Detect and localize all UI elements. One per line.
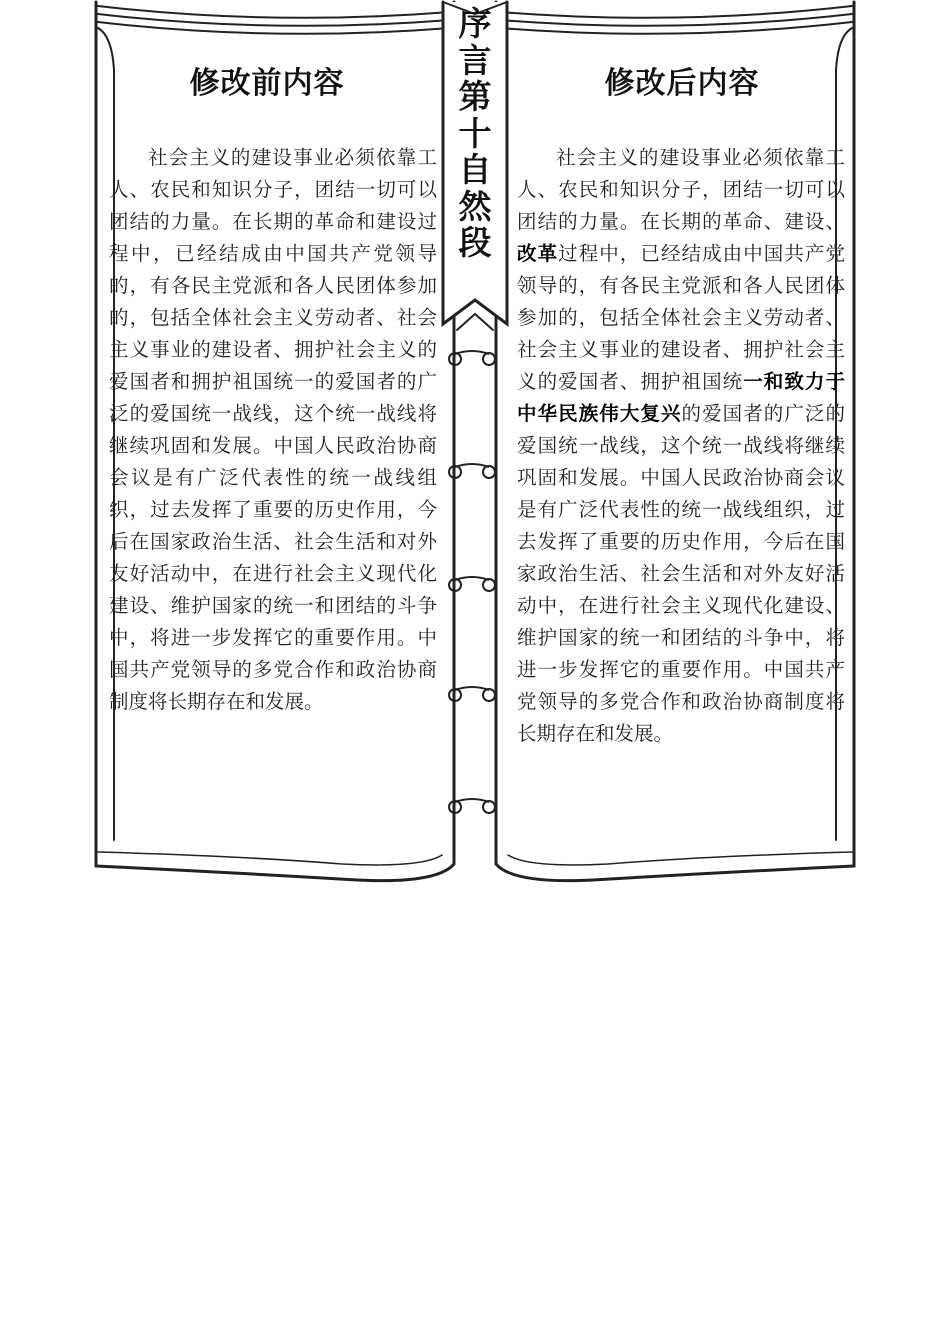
binder-ring-2 bbox=[449, 464, 495, 478]
center-ribbon-fold bbox=[457, 314, 493, 330]
right-panel-title: 修改后内容 bbox=[604, 66, 760, 101]
right-text-segment: 过程中，已经结成由中国共产党领导的，有各民主党派和各人民团体参加的，包括全体社会主义劳动者、社会主义事业的建设者、拥护社会主义的爱国者、拥护祖国统 bbox=[517, 242, 845, 393]
right-text-segment: 的爱国者的广泛的爱国统一战线，这个统一战线将继续巩固和发展。中国人民政治协商会议是有广泛代表性的统一战线组织，过去发挥了重要的历史作用，今后在国家政治生活、社会生活和对外友好活动中，在进行社会主义现代化建设、维护国家的统一和团结的斗争中，将进一步发挥它的重要作用。中国共产党领导的多党合作和政治协商制度将长期存在和发展。 bbox=[517, 402, 845, 745]
binder-rings bbox=[449, 351, 495, 813]
right-page-top-lines bbox=[500, 6, 852, 34]
left-page-bottom-curl bbox=[98, 852, 442, 865]
right-text-added-segment: 一和致力于中华民族伟大复兴 bbox=[517, 370, 845, 425]
right-text-added-segment: 改革 bbox=[517, 242, 559, 265]
binder-ring-1 bbox=[449, 351, 495, 365]
left-panel-title: 修改前内容 bbox=[189, 66, 345, 101]
right-panel-text bbox=[517, 142, 845, 750]
right-text-segment: 社会主义的建设事业必须依靠工人、农民和知识分子，团结一切可以团结的力量。在长期的革命、建设、 bbox=[517, 146, 845, 233]
left-page-top-lines bbox=[98, 6, 450, 34]
right-page-bottom-curl bbox=[508, 852, 852, 865]
left-text-segment: 社会主义的建设事业必须依靠工人、农民和知识分子，团结一切可以团结的力量。在长期的革命和建设过程中，已经结成由中国共产党领导的，有各民主党派和各人民团体参加的，包括全体社会主义劳动者、社会主义事业的建设者、拥护社会主义的爱国者和拥护祖国统一的爱国者的广泛的爱国统一战线，这个统一战线将继续巩固和发展。中国人民政治协商会议是有广泛代表性的统一战线组织，过去发挥了重要的历史作用，今后在国家政治生活、社会生活和对外友好活动中，在进行社会主义现代化建设、维护国家的统一和团结的斗争中，将进一步发挥它的重要作用。中国共产党领导的多党合作和政治协商制度将长期存在和发展。 bbox=[109, 146, 437, 713]
binder-ring-5 bbox=[449, 799, 495, 813]
section-label: 序言第十自然段 bbox=[458, 4, 492, 262]
book-comparison-figure bbox=[92, 0, 858, 900]
binder-ring-4 bbox=[449, 687, 495, 701]
left-panel-text bbox=[109, 142, 437, 718]
binder-ring-3 bbox=[449, 577, 495, 591]
